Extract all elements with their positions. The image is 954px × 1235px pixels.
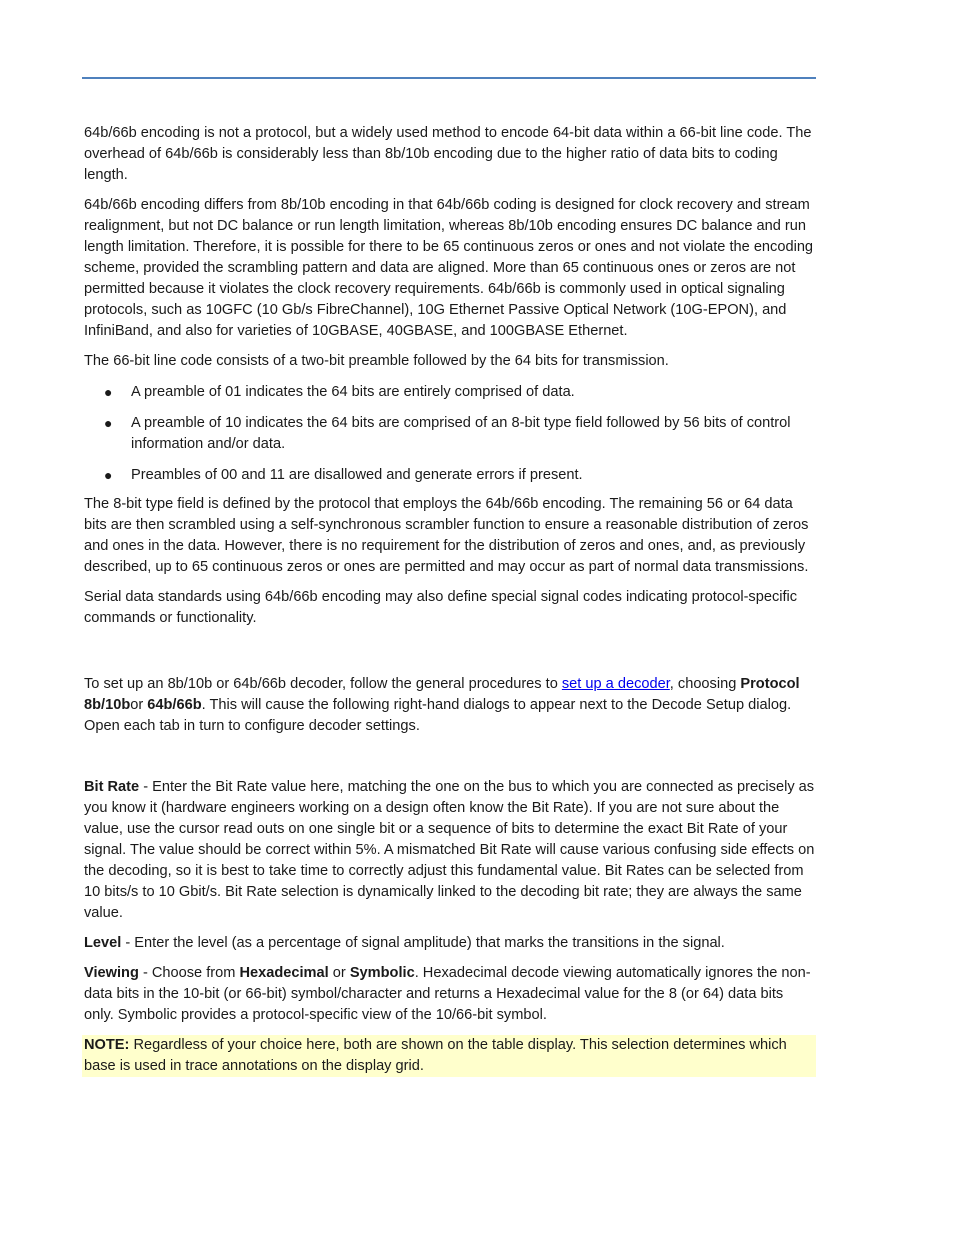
list-item: ● A preamble of 10 indicates the 64 bits are comprised of an 8-bit type field followed by 56 bits of control information and/or data. [104, 415, 791, 452]
bullet-icon: ● [104, 415, 113, 431]
bit-rate-label: Bit Rate [84, 779, 140, 795]
note-callout: NOTE: Regardless of your choice here, both are shown on the table display. This selection determines which base is used in trace annotations on the display grid. [82, 1035, 816, 1077]
list-item: ● A preamble of 01 indicates the 64 bits are entirely comprised of data. [84, 382, 816, 403]
level-paragraph: Level - Enter the level (as a percentage of signal amplitude) that marks the transitions in the signal. [84, 935, 725, 951]
type-field-paragraph: The 8-bit type field is defined by the protocol that employs the 64b/66b encoding. The remaining 56 or 64 data bits are then scrambled using a self-synchronous scrambler function to ensure a reasonable distribution of zeros and ones in the data. However, there is no requirement for the distribution of zeros and ones, and, as previously described, up to 65 continuous zeros or ones are permitted and may occur as part of normal data transmissions. [84, 496, 809, 575]
set-up-decoder-link[interactable]: set up a decoder [561, 676, 670, 692]
intro-paragraph-2: 64b/66b encoding differs from 8b/10b encoding in that 64b/66b coding is designed for clock recovery and stream realignment, but not DC balance or run length limitation, whereas 8b/10b encoding ensures DC balance and run length limitation. Therefore, it is possible for there to be 65 continuous zeros or ones and not violate the encoding scheme, provided the scrambling pattern and data are aligned. More than 65 continuous ones or zeros are not permitted because it violates the clock recovery requirements. 64b/66b is commonly used in optical signaling protocols, such as 10GFC (10 Gb/s FibreChannel), 10G Ethernet Passive Optical Network (10G-EPON), and InfiniBand, and also for varieties of 10GBASE, 40GBASE, and 100GBASE Ethernet. [84, 197, 814, 339]
bit-rate-paragraph: Bit Rate - Enter the Bit Rate value here, matching the one on the bus to which you are connected as precisely as you know it (hardware engineers working on a design often know the Bit Rate). If you are not sure about the value, use the cursor read outs on one single bit or a sequence of bits to determine the exact Bit Rate of your signal. The value should be correct within 5%. A mismatched Bit Rate will cause various confusing side effects on the decoding, so it is best to take time to correctly adjust this fundamental value. Bit Rates can be selected from 10 bits/s to 10 Gbit/s. Bit Rate selection is dynamically linked to the decoding bit rate; they are always the same value. [84, 779, 815, 921]
setup-paragraph: To set up an 8b/10b or 64b/66b decoder, follow the general procedures to set up a decoder, choosing Protocol 8b/10bor 64b/66b. This will cause the following right-hand dialogs to appear next to the Decode Setup dialog. Open each tab in turn to configure decoder settings. [84, 676, 800, 734]
intro-paragraph-1: 64b/66b encoding is not a protocol, but a widely used method to encode 64-bit data within a 66-bit line code. The overhead of 64b/66b is considerably less than 8b/10b encoding due to the higher ratio of data bits to coding length. [84, 125, 812, 183]
level-label: Level [84, 935, 122, 951]
list-item: ● Preambles of 00 and 11 are disallowed and generate errors if present. [84, 465, 816, 486]
note-label: NOTE: [84, 1037, 130, 1053]
page-body [84, 123, 816, 1077]
bullet-icon: ● [104, 384, 113, 400]
viewing-paragraph: Viewing - Choose from Hexadecimal or Symbolic. Hexadecimal decode viewing automatically ignores the non-data bits in the 10-bit (or 66-bit) symbol/character and returns a Hexadecimal value for the 8 (or 64) data bits only. Symbolic provides a protocol-specific view of the 10/66-bit symbol. [84, 965, 811, 1023]
intro-paragraph-3: The 66-bit line code consists of a two-bit preamble followed by the 64 bits for transmission. [84, 353, 669, 369]
bullet-icon: ● [104, 467, 113, 483]
header-rule [82, 77, 816, 79]
preamble-list [84, 382, 816, 486]
signal-codes-paragraph: Serial data standards using 64b/66b encoding may also define special signal codes indicating protocol-specific commands or functionality. [84, 589, 798, 626]
viewing-label: Viewing [84, 965, 139, 981]
